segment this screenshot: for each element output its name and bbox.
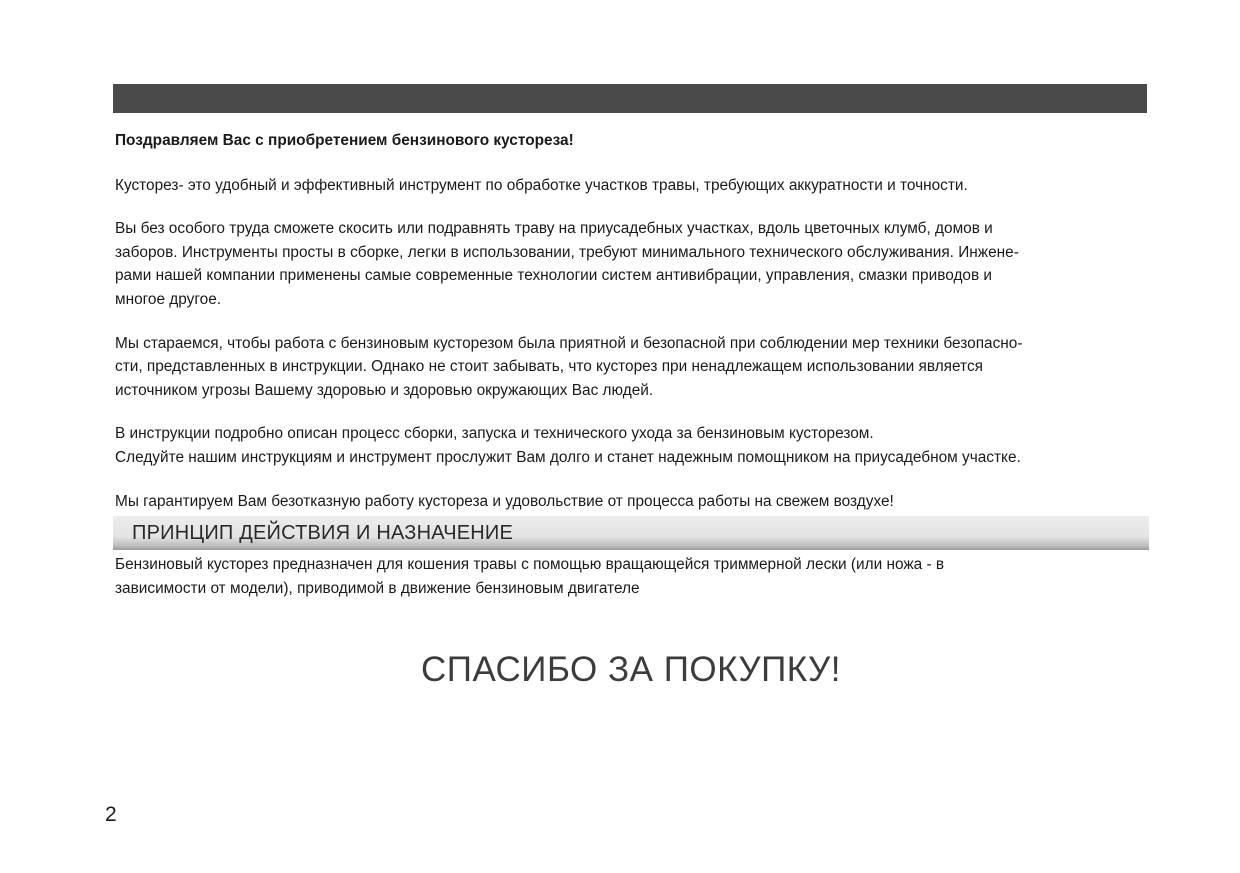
paragraph-line: источником угрозы Вашему здоровью и здоровью окружающих Вас людей.: [115, 381, 654, 399]
paragraph-line: зависимости от модели), приводимой в движение бензиновым двигателе: [115, 579, 640, 597]
thanks-message: СПАСИБО ЗА ПОКУПКУ!: [421, 650, 841, 689]
paragraph-line: заборов. Инструменты просты в сборке, легки в использовании, требуют минимального технического обслуживания. Инжене-: [115, 243, 1019, 261]
header-bar: [113, 84, 1147, 113]
paragraph-line: многое другое.: [115, 290, 222, 308]
greeting-heading: Поздравляем Вас с приобретением бензинового кустореза!: [115, 132, 574, 149]
paragraph-line: рами нашей компании применены самые современные технологии систем антивибрации, управления, смазки приводов и: [115, 267, 993, 285]
instructions-paragraph: [115, 422, 1155, 469]
paragraph-line: Вы без особого труда сможете скосить или подравнять траву на приусадебных участках, вдоль цветочных клумб, домов и: [115, 220, 993, 238]
paragraph-line: Мы стараемся, чтобы работа с бензиновым кусторезом была приятной и безопасной при соблюдении мер техники безопасно-: [115, 334, 1023, 352]
paragraph-line: Следуйте нашим инструкциям и инструмент прослужит Вам долго и станет надежным помощником на приусадебном участке.: [115, 448, 1021, 466]
paragraph-line: сти, представленных в инструкции. Однако не стоит забывать, что кусторез при ненадлежащем использовании является: [115, 358, 983, 376]
features-paragraph: [115, 217, 1155, 311]
principle-paragraph: [115, 553, 1155, 600]
paragraph-line: Бензиновый кусторез предназначен для кошения травы с помощью вращающейся триммерной лески (или ножа - в: [115, 556, 945, 573]
paragraph-line: В инструкции подробно описан процесс сборки, запуска и технического ухода за бензиновым кусторезом.: [115, 425, 874, 443]
intro-content: [115, 129, 1155, 513]
guarantee-paragraph: Мы гарантируем Вам безотказную работу кустореза и удовольствие от процесса работы на свежем воздухе!: [115, 492, 894, 510]
intro-paragraph: Кусторез- это удобный и эффективный инструмент по обработке участков травы, требующих аккуратности и точности.: [115, 176, 968, 194]
section-title: ПРИНЦИП ДЕЙСТВИЯ И НАЗНАЧЕНИЕ: [132, 522, 514, 544]
safety-paragraph: [115, 332, 1155, 403]
page-number: 2: [105, 803, 117, 826]
section-header: [113, 516, 1149, 550]
